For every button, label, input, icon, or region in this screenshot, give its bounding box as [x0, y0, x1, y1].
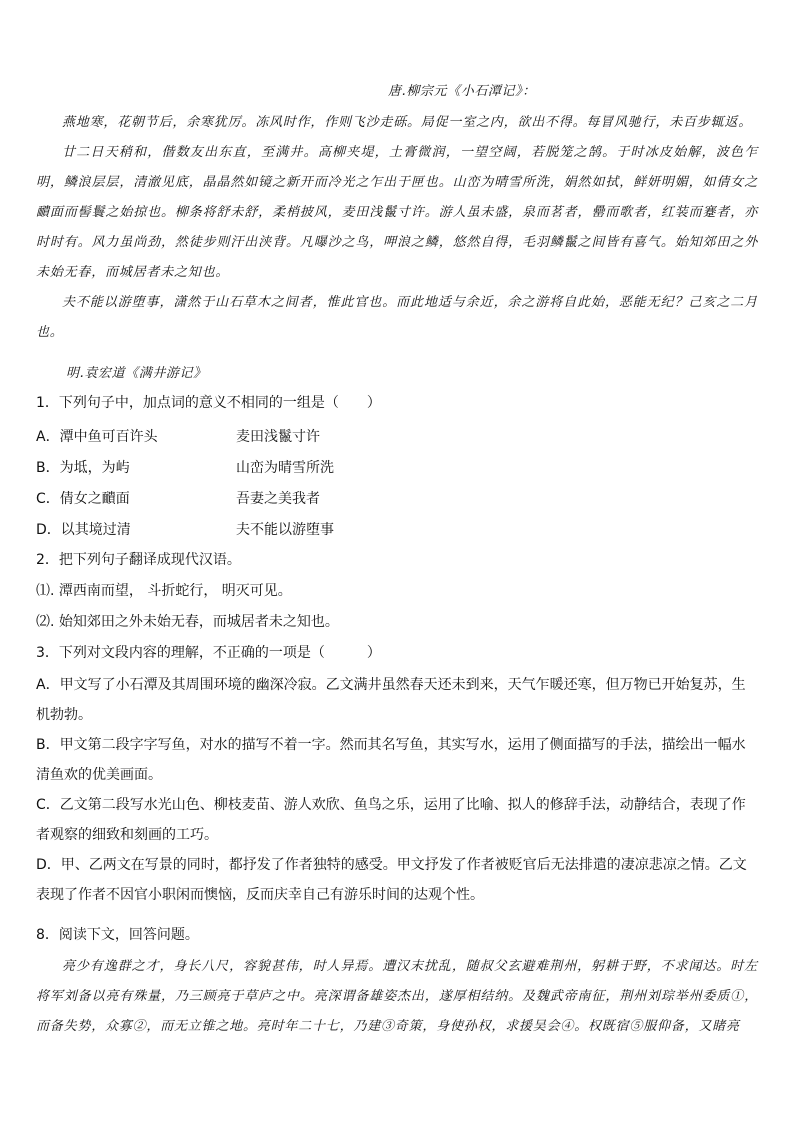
- q1-option-b: [36, 457, 334, 477]
- q3-options: [36, 670, 758, 910]
- passage-a-para3: 夫不能以游堕事，潇然于山石草木之间者，惟此官也。而此地适与余近，余之游将自此始，恶能无纪？己亥之二月也。: [36, 295, 758, 340]
- q1-option-c-left: C．倩女之靧面: [36, 491, 130, 507]
- passage-a-para2: 廿二日天稍和，偕数友出东直，至满井。高柳夹堤，土膏微润，一望空阔，若脱笼之鹄。于时冰皮始解，波色乍明，鳞浪层层，清澈见底，晶晶然如镜之新开而冷光之乍出于匣也。山峦为晴雪所洗，娟然如拭，鲜妍明媚，如倩女之靧面而髻鬟之始掠也。柳条将舒未舒，柔梢披风，麦田浅鬣寸许。游人虽未盛，泉而茗者，罍而歌者，红装而蹇者，亦时时有。风力虽尚劲，然徒步则汗出浃背。凡曝沙之鸟，呷浪之鳞，悠然自得，毛羽鳞鬣之间皆有喜气。始知郊田之外未始无春，而城居者未之知也。: [36, 145, 758, 280]
- q1-option-a: [36, 426, 320, 446]
- passage-b-attribution: 明.袁宏道《满井游记》: [66, 366, 207, 381]
- q1-option-d-left: D．以其境过清: [36, 522, 131, 538]
- q1-option-c-right: 吾妻之美我者: [236, 491, 320, 507]
- q3-option-c: C．乙文第二段写水光山色、柳枝麦苗、游人欢欣、鱼鸟之乐，运用了比喻、拟人的修辞手法，动静结合，表现了作者观察的细致和刻画的工巧。: [36, 797, 746, 843]
- q1-option-b-right: 山峦为晴雪所洗: [236, 460, 334, 476]
- passage-a-body: [36, 108, 758, 348]
- q2-item-1: ⑴. 潭西南而望， 斗折蛇行， 明灭可见。: [36, 583, 292, 599]
- q1-option-a-right: 麦田浅鬣寸许: [236, 429, 320, 445]
- q1-stem: 1．下列句子中，加点词的意义不相同的一组是（ ）: [36, 395, 381, 411]
- q2-item-2: ⑵. 始知郊田之外未始无春，而城居者未之知也。: [36, 614, 339, 630]
- q1-option-b-left: B．为坻，为屿: [36, 460, 130, 476]
- q2-stem: 2．把下列句子翻译成现代汉语。: [36, 552, 241, 568]
- q1-option-a-left: A．潭中鱼可百许头: [36, 429, 158, 445]
- q8-passage-block: [36, 952, 758, 1042]
- q3-option-a: A．甲文写了小石潭及其周围环境的幽深冷寂。乙文满井虽然春天还未到来，天气乍暖还寒，但万物已开始复苏，生机勃勃。: [36, 677, 746, 723]
- q3-stem: 3．下列对文段内容的理解，不正确的一项是（ ）: [36, 645, 381, 661]
- q8-stem: 8．阅读下文，回答问题。: [36, 927, 199, 943]
- passage-a-attribution: 唐.柳宗元《小石潭记》：: [388, 84, 536, 99]
- q3-option-b: B．甲文第二段字字写鱼，对水的描写不着一字。然而其名写鱼，其实写水，运用了侧面描写的手法，描绘出一幅水清鱼欢的优美画面。: [36, 737, 746, 783]
- q1-option-d-right: 夫不能以游堕事: [236, 522, 334, 538]
- q1-option-d: [36, 519, 334, 539]
- q8-passage: 亮少有逸群之才，身长八尺，容貌甚伟，时人异焉。遭汉末扰乱，随叔父玄避难荆州，躬耕于野，不求闻达。时左将军刘备以亮有殊量，乃三顾亮于草庐之中。亮深谓备雄姿杰出，遂厚相结纳。及魏武帝南征，荆州刘琮举州委质①，而备失势，众寡②，而无立锥之地。亮时年二十七，乃建③奇策，身使孙权，求援吴会④。权既宿⑤服仰备，又睹亮: [36, 959, 758, 1034]
- q3-option-d: D．甲、乙两文在写景的同时，都抒发了作者独特的感受。甲文抒发了作者被贬官后无法排遣的凄凉悲凉之情。乙文表现了作者不因官小职闲而懊恼，反而庆幸自己有游乐时间的达观个性。: [36, 857, 747, 903]
- passage-a-para1: 燕地寒，花朝节后，余寒犹厉。冻风时作，作则飞沙走砾。局促一室之内，欲出不得。每冒风驰行，未百步辄返。: [62, 115, 753, 130]
- q1-option-c: [36, 488, 320, 508]
